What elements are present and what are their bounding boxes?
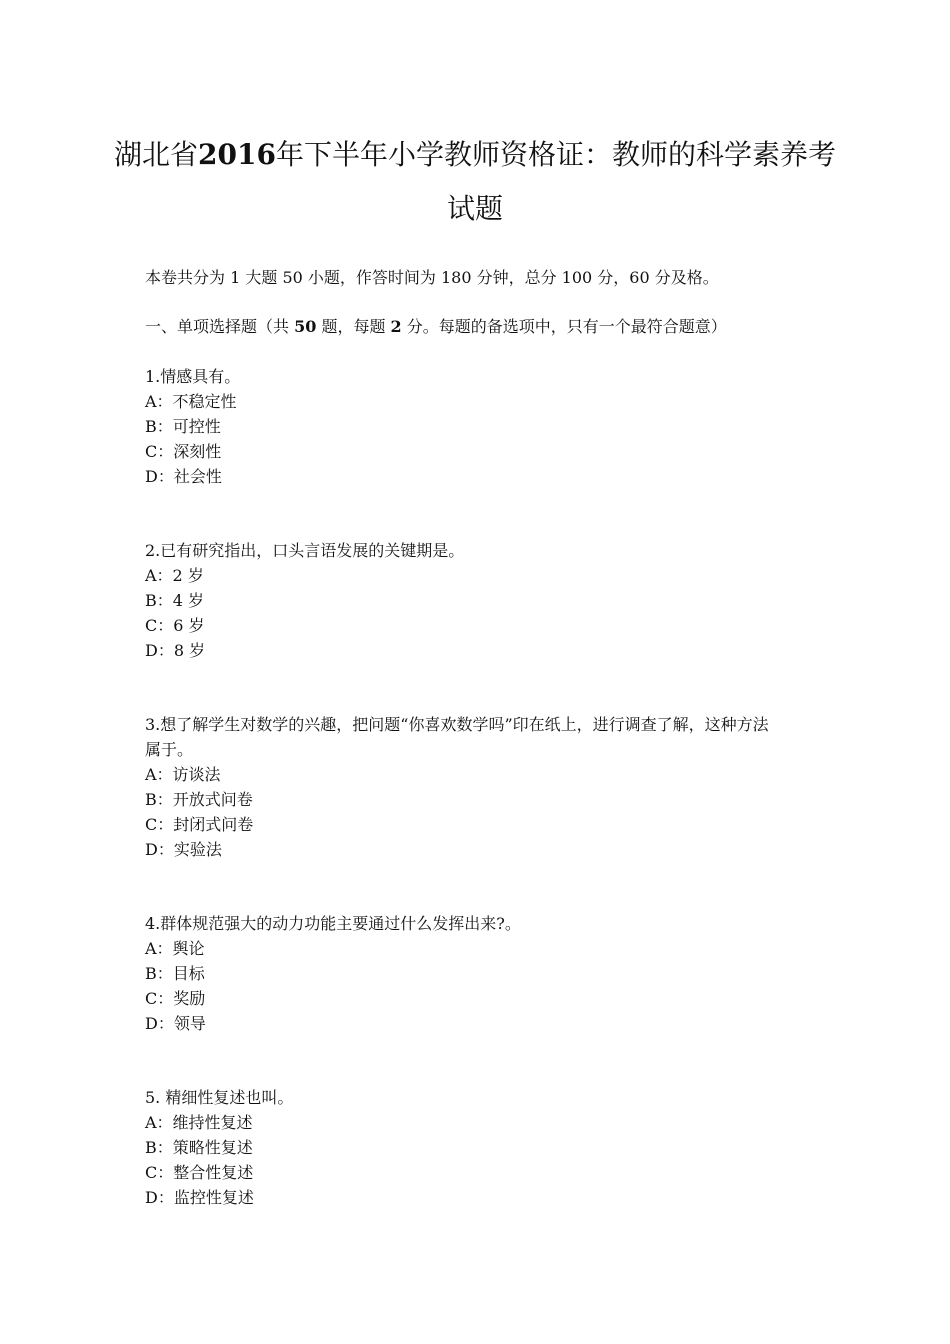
option-d: D：8 岁: [145, 641, 206, 660]
title-year: 2016: [198, 138, 276, 171]
option-a: A：舆论: [145, 939, 205, 958]
option-c: C：奖励: [145, 989, 206, 1008]
title-line-2: 试题: [446, 192, 503, 225]
section-question-score: 2: [390, 317, 402, 336]
option-b: B：开放式问卷: [145, 790, 253, 809]
option-b: B：4 岁: [145, 591, 205, 610]
question-stem: 4.群体规范强大的动力功能主要通过什么发挥出来?。: [145, 914, 521, 933]
question-stem: 1.情感具有。: [145, 367, 241, 386]
question-3: [145, 712, 825, 862]
question-stem: 5. 精细性复述也叫。: [145, 1088, 294, 1107]
section-heading-part-1: 一、单项选择题（共: [145, 317, 295, 336]
section-heading-part-3: 分。每题的备选项中，只有一个最符合题意）: [401, 317, 727, 336]
question-4: [145, 911, 825, 1036]
option-a: A：维持性复述: [145, 1113, 253, 1132]
option-d: D：监控性复述: [145, 1188, 254, 1207]
option-b: B：可控性: [145, 417, 221, 436]
option-a: A：不稳定性: [145, 392, 237, 411]
option-d: D：实验法: [145, 840, 222, 859]
section-heading-part-2: 题，每题: [316, 317, 391, 336]
question-stem-continued: 属于。: [145, 740, 194, 759]
option-a: A：访谈法: [145, 765, 221, 784]
exam-intro: 本卷共分为 1 大题 50 小题，作答时间为 180 分钟，总分 100 分，60 分及格。: [145, 268, 719, 287]
option-d: D：社会性: [145, 467, 222, 486]
option-c: C：整合性复述: [145, 1163, 254, 1182]
option-b: B：目标: [145, 964, 205, 983]
question-stem: 2.已有研究指出，口头言语发展的关键期是。: [145, 541, 465, 560]
document-title: [100, 128, 850, 236]
option-c: C：深刻性: [145, 442, 222, 461]
section-heading: [145, 314, 825, 339]
option-c: C：6 岁: [145, 616, 205, 635]
option-d: D：领导: [145, 1014, 206, 1033]
title-suffix: 年下半年小学教师资格证：教师的科学素养考: [275, 138, 836, 171]
option-a: A：2 岁: [145, 566, 204, 585]
title-prefix: 湖北省: [114, 138, 199, 171]
question-2: [145, 538, 825, 663]
section-question-count: 50: [294, 317, 317, 336]
question-5: [145, 1085, 825, 1210]
question-stem: 3.想了解学生对数学的兴趣，把问题“你喜欢数学吗”印在纸上，进行调查了解，这种方法: [145, 715, 769, 734]
option-b: B：策略性复述: [145, 1138, 253, 1157]
option-c: C：封闭式问卷: [145, 815, 254, 834]
question-1: [145, 364, 825, 489]
